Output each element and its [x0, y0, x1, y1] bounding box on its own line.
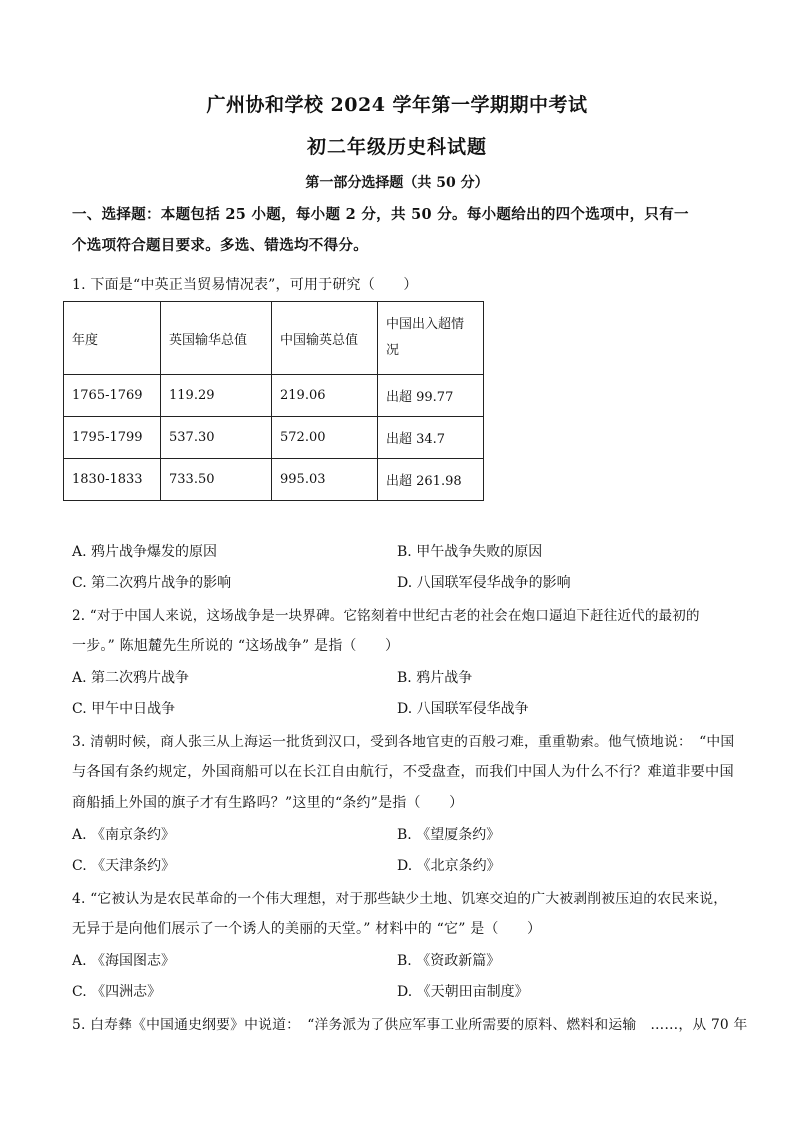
q4-stem-line-1: 4. “它被认为是农民革命的一个伟大理想，对于那些缺少土地、饥寒交迫的广大被剥削被压迫的农民来说， [72, 891, 728, 907]
table-cell: 1795-1799 [64, 417, 161, 459]
trade-table [63, 301, 484, 501]
q4-stem-line-2: 无异于是向他们展示了一个诱人的美丽的天堂。” 材料中的 “它” 是（ ） [72, 921, 542, 937]
q2-stem-line-2: 一步。” 陈旭麓先生所说的 “这场战争” 是指（ ） [72, 638, 400, 654]
q1-stem: 1. 下面是“中英正当贸易情况表”，可用于研究（ ） [72, 277, 418, 293]
q4-option-b[interactable]: B. 《资政新篇》 [397, 953, 501, 969]
q3-stem-line-3: 商船插上外国的旗子才有生路吗？”这里的“条约”是指（ ） [72, 795, 464, 811]
q4-option-a[interactable]: A. 《海国图志》 [72, 953, 176, 969]
table-cell: 733.50 [161, 459, 272, 501]
q3-stem-line-2: 与各国有条约规定，外国商船可以在长江自由航行，不受盘查，而我们中国人为什么不行？难道非要中国 [72, 764, 734, 780]
table-header-cell: 中国输英总值 [272, 302, 378, 375]
table-cell: 537.30 [161, 417, 272, 459]
table-cell: 出超 99.77 [378, 375, 484, 417]
q1-option-c[interactable]: C. 第二次鸦片战争的影响 [72, 575, 232, 591]
table-row [64, 375, 484, 417]
q2-option-c[interactable]: C. 甲午中日战争 [72, 701, 176, 717]
q3-option-d[interactable]: D. 《北京条约》 [397, 858, 501, 874]
exam-title: 广州协和学校 2024 学年第一学期期中考试 [206, 94, 588, 116]
q5-stem-line-1: 5. 白寿彝《中国通史纲要》中说道： “洋务派为了供应军事工业所需要的原料、燃料和运输 ……，从 70 年 [72, 1017, 748, 1033]
instructions-line-2: 个选项符合题目要求。多选、错选均不得分。 [72, 237, 368, 254]
table-header-cell: 年度 [64, 302, 161, 375]
table-header-text: 况 [386, 343, 400, 358]
table-cell: 219.06 [272, 375, 378, 417]
table-cell: 1765-1769 [64, 375, 161, 417]
table-cell: 119.29 [161, 375, 272, 417]
exam-subtitle: 初二年级历史科试题 [306, 136, 487, 158]
table-row [64, 417, 484, 459]
q2-option-b[interactable]: B. 鸦片战争 [397, 670, 473, 686]
q1-option-a[interactable]: A. 鸦片战争爆发的原因 [72, 544, 218, 560]
q1-option-d[interactable]: D. 八国联军侵华战争的影响 [397, 575, 571, 591]
table-cell: 572.00 [272, 417, 378, 459]
section-title: 第一部分选择题（共 50 分） [305, 175, 489, 191]
q3-stem-line-1: 3. 清朝时候，商人张三从上海运一批货到汉口，受到各地官吏的百般刁难，重重勒索。他气愤地说： “中国 [72, 734, 735, 750]
q3-option-b[interactable]: B. 《望厦条约》 [397, 827, 501, 843]
q2-option-d[interactable]: D. 八国联军侵华战争 [397, 701, 529, 717]
table-header-text: 中国出入超情 [386, 317, 465, 332]
table-header-cell [378, 302, 484, 375]
table-header-row [64, 302, 484, 375]
q3-option-c[interactable]: C. 《天津条约》 [72, 858, 176, 874]
table-row [64, 459, 484, 501]
q2-stem-line-1: 2. “对于中国人来说，这场战争是一块界碑。它铭刻着中世纪古老的社会在炮口逼迫下赶往近代的最初的 [72, 608, 700, 624]
q4-option-d[interactable]: D. 《天朝田亩制度》 [397, 984, 529, 1000]
table-cell: 995.03 [272, 459, 378, 501]
table-cell: 出超 261.98 [378, 459, 484, 501]
q4-option-c[interactable]: C. 《四洲志》 [72, 984, 162, 1000]
q2-option-a[interactable]: A. 第二次鸦片战争 [72, 670, 190, 686]
table-cell: 出超 34.7 [378, 417, 484, 459]
instructions-line-1: 一、选择题：本题包括 25 小题，每小题 2 分，共 50 分。每小题给出的四个选项中，只有一 [72, 206, 689, 223]
table-cell: 1830-1833 [64, 459, 161, 501]
q3-option-a[interactable]: A. 《南京条约》 [72, 827, 176, 843]
q1-option-b[interactable]: B. 甲午战争失败的原因 [397, 544, 543, 560]
table-header-cell: 英国输华总值 [161, 302, 272, 375]
